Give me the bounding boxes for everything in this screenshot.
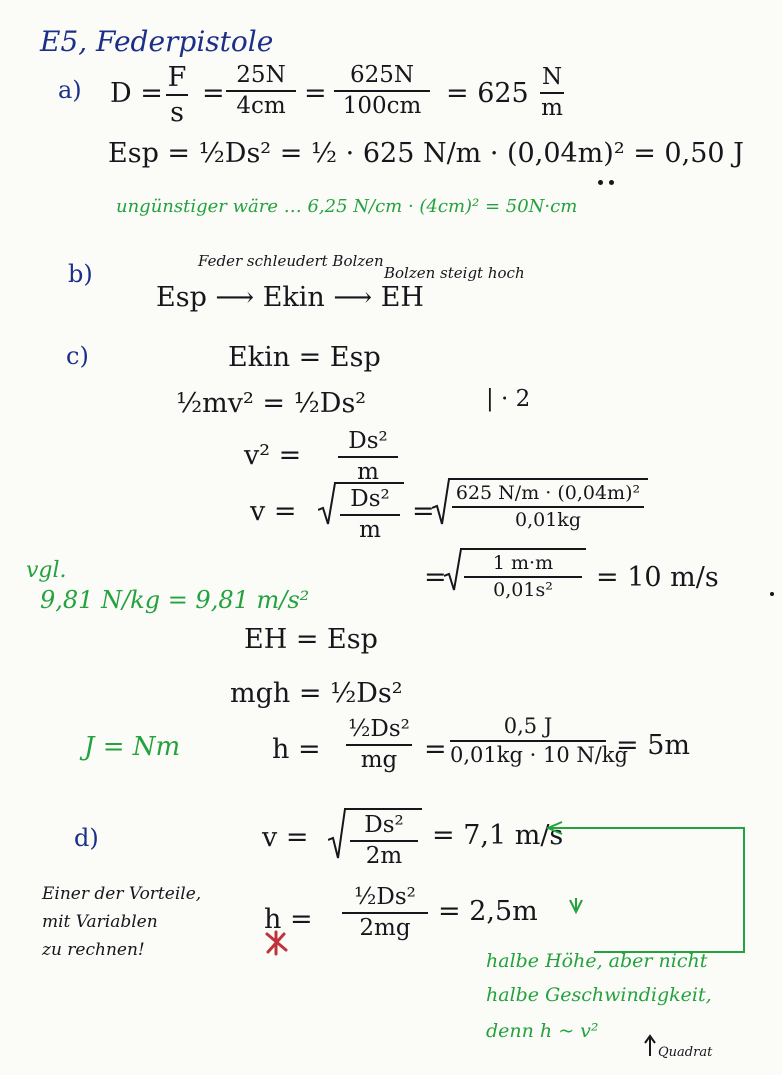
side-note-line-1: Einer der Vorteile, (42, 884, 202, 904)
fraction-ds2-over-2m: Ds² 2m (350, 814, 418, 868)
energy-balance: Ekin = Esp (228, 342, 381, 373)
v-lhs: v = (250, 496, 297, 527)
side-note-line-3: zu rechnen! (42, 940, 145, 960)
square-root-icon (432, 478, 450, 526)
h-lhs: h = (272, 734, 321, 765)
underline-dot (598, 180, 603, 185)
height-result: = 5m (616, 730, 690, 761)
side-note-line-2: mit Variablen (42, 912, 158, 932)
fraction-f-over-s: F s (167, 62, 187, 128)
square-root-icon (318, 482, 336, 526)
unit-n-per-m: N m (541, 64, 563, 121)
arrow-caption-1: Feder schleudert Bolzen (198, 252, 384, 270)
part-b-label: b) (68, 260, 93, 288)
velocity-result: = 10 m/s (596, 562, 719, 593)
energy-equation: ½mv² = ½Ds² (176, 388, 367, 419)
multiply-by-2-note: | · 2 (486, 386, 531, 412)
arrow-caption-2: Bolzen steigt hoch (384, 264, 525, 282)
fraction-half-ds2-over-2mg: ½Ds² 2mg (342, 886, 428, 940)
vgl-label: vgl. (26, 558, 67, 583)
stray-dot (770, 592, 774, 596)
h-half-result: = 2,5m (438, 896, 538, 927)
part-a-label: a) (58, 76, 82, 104)
radical-bar (460, 548, 586, 550)
green-note-line-2: halbe Geschwindigkeit, (486, 984, 712, 1006)
v-squared-lhs: v² = (244, 440, 302, 471)
height-energy-equation: mgh = ½Ds² (230, 678, 403, 709)
green-note-line-1: halbe Höhe, aber nicht (486, 950, 708, 972)
fraction-numeric-velocity: 625 N/m · (0,04m)² 0,01kg (452, 484, 644, 530)
equals-sign: = (424, 734, 447, 765)
equals-sign: = (412, 496, 435, 527)
part-c-label: c) (66, 342, 89, 370)
fraction-half-ds2-over-mg: ½Ds² mg (346, 718, 412, 772)
up-arrow-icon (642, 1034, 658, 1058)
page-title: E5, Federpistole (40, 25, 274, 58)
fraction-numeric-height: 0,5 J 0,01kg · 10 N/kg (450, 714, 628, 767)
part-d-label: d) (74, 824, 99, 852)
equals-sign: = (424, 562, 447, 593)
fraction-625n-over-100cm: 625N 100cm (334, 64, 430, 118)
fraction-ds2-over-m: Ds² m (338, 430, 398, 484)
underline-dot (609, 180, 614, 185)
spring-constant-lhs: D = (110, 78, 163, 109)
radical-bar (448, 478, 648, 480)
v-half-result: = 7,1 m/s (432, 820, 564, 851)
red-star-icon (262, 930, 292, 956)
equals-sign: = (202, 78, 225, 109)
quadrat-note: Quadrat (658, 1045, 713, 1060)
gravity-comparison: 9,81 N/kg = 9,81 m/s² (40, 586, 310, 614)
equals-sign: = (304, 78, 327, 109)
radical-bar (334, 482, 404, 484)
green-note-units: ungünstiger wäre … 6,25 N/cm · (4cm)² = 50N·cm (116, 196, 578, 217)
height-energy-balance: EH = Esp (244, 624, 378, 655)
square-root-icon (444, 548, 462, 592)
fraction-25n-over-4cm: 25N 4cm (226, 64, 296, 118)
fraction-ds2-over-m: Ds² m (340, 488, 400, 542)
square-root-icon (328, 808, 346, 860)
spring-energy-line: Esp = ½Ds² = ½ · 625 N/m · (0,04m)² = 0,50 J (108, 138, 744, 169)
green-connector-arrow (530, 812, 760, 962)
fraction-simplified-units: 1 m·m 0,01s² (464, 554, 582, 600)
energy-chain: Esp ⟶ Ekin ⟶ EH (156, 282, 424, 313)
joule-definition: J = Nm (84, 732, 181, 762)
green-note-line-3: denn h ~ v² (486, 1020, 599, 1042)
radical-bar (344, 808, 422, 810)
spring-constant-result: = 625 (446, 78, 529, 109)
v-half-lhs: v = (262, 822, 309, 853)
h-half-lhs: h = (264, 904, 313, 935)
